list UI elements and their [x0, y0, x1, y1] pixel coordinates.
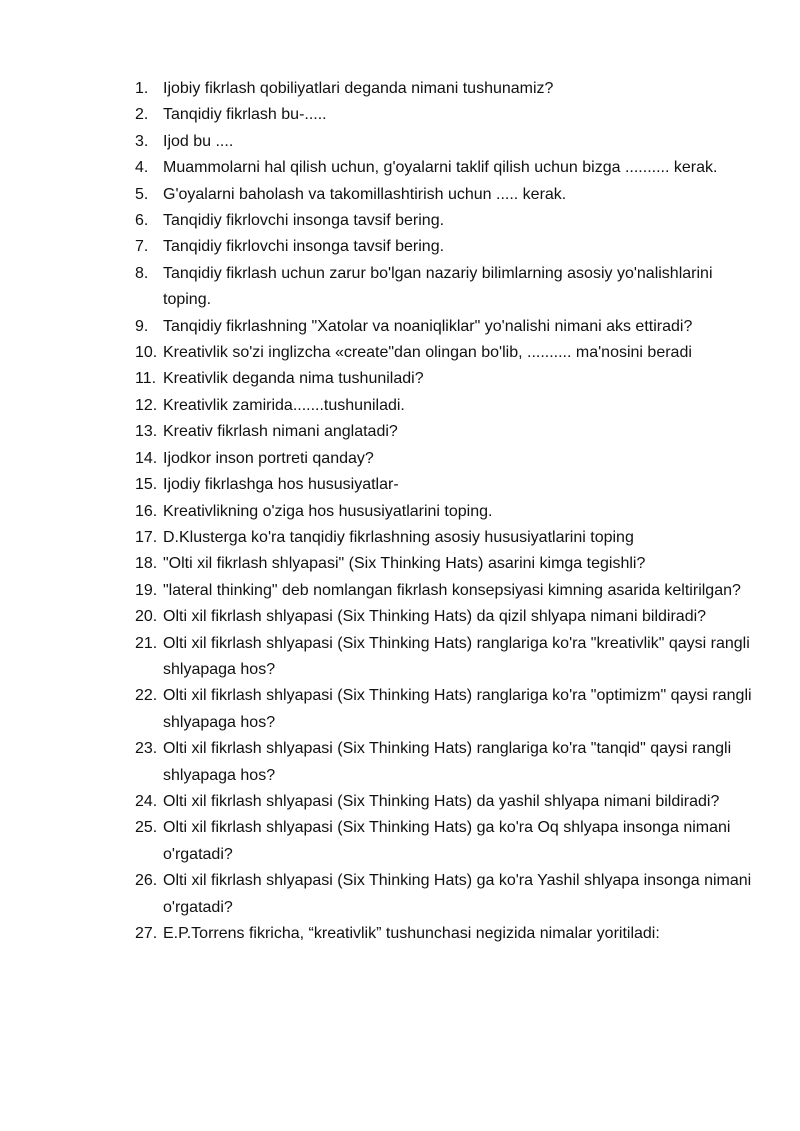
list-item [135, 182, 755, 208]
question-number: 4. [135, 159, 149, 177]
question-text: "Olti xil fikrlash shlyapasi" (Six Thinking Hats) asarini kimga tegishli? [163, 555, 646, 573]
question-text: Tanqidiy fikrlash uchun zarur bo'lgan nazariy bilimlarning asosiy yo'nalishlarini toping. [163, 264, 713, 309]
question-number: 17. [135, 528, 158, 546]
list-item [135, 234, 755, 260]
question-number: 5. [135, 185, 149, 203]
list-item [135, 604, 755, 630]
list-item [135, 340, 755, 366]
list-item [135, 155, 755, 181]
question-text: Ijobiy fikrlash qobiliyatlari deganda nimani tushunamiz? [163, 80, 554, 97]
question-number: 10. [135, 344, 158, 362]
list-item [135, 419, 755, 445]
question-text: Kreativlikning o'ziga hos hususiyatlarini toping. [163, 502, 493, 520]
question-text: Olti xil fikrlash shlyapasi (Six Thinking Hats) da yashil shlyapa nimani bildiradi? [163, 792, 720, 810]
question-number: 12. [135, 396, 158, 414]
question-text: Ijodkor inson portreti qanday? [163, 449, 374, 467]
question-number: 8. [135, 264, 149, 282]
question-number: 1. [135, 80, 149, 97]
question-text: D.Klusterga ko'ra tanqidiy fikrlashning asosiy hususiyatlarini toping [163, 528, 634, 546]
question-number: 25. [135, 819, 158, 837]
list-item [135, 102, 755, 128]
question-number: 23. [135, 740, 158, 758]
question-number: 14. [135, 449, 158, 467]
question-number: 6. [135, 212, 149, 230]
question-text: "lateral thinking" deb nomlangan fikrlash konsepsiyasi kimning asarida keltirilgan? [163, 581, 741, 599]
list-item [135, 446, 755, 472]
question-text: Olti xil fikrlash shlyapasi (Six Thinking Hats) ranglariga ko'ra "tanqid" qaysi rangli shlyapaga hos? [163, 740, 732, 784]
list-item [135, 261, 755, 314]
list-item [135, 789, 755, 815]
list-item [135, 393, 755, 419]
list-item [135, 208, 755, 234]
list-item [135, 551, 755, 577]
list-item [135, 472, 755, 498]
question-number: 9. [135, 317, 149, 335]
question-text: Olti xil fikrlash shlyapasi (Six Thinking Hats) da qizil shlyapa nimani bildiradi? [163, 608, 707, 626]
list-item [135, 525, 755, 551]
question-number: 22. [135, 687, 158, 705]
list-item [135, 76, 755, 102]
question-text: Olti xil fikrlash shlyapasi (Six Thinking Hats) ranglariga ko'ra "kreativlik" qaysi rangli shlyapaga hos? [163, 634, 750, 678]
list-item [135, 736, 755, 789]
question-text: Ijodiy fikrlashga hos hususiyatlar- [163, 476, 399, 494]
question-text: Tanqidiy fikrlashning "Xatolar va noaniqliklar" yo'nalishi nimani aks ettiradi? [163, 317, 693, 335]
list-item [135, 499, 755, 525]
list-item [135, 815, 755, 868]
list-item [135, 366, 755, 392]
question-number: 13. [135, 423, 158, 441]
question-number: 11. [135, 370, 157, 388]
list-item [135, 314, 755, 340]
list-item [135, 921, 755, 947]
question-text: Kreativlik so'zi inglizcha «create"dan olingan bo'lib, .......... ma'nosini beradi [163, 344, 692, 362]
question-number: 3. [135, 132, 149, 150]
question-number: 15. [135, 476, 158, 494]
question-text: Olti xil fikrlash shlyapasi (Six Thinking Hats) ga ko'ra Yashil shlyapa insonga nimani o'rgatadi? [163, 872, 752, 916]
question-number: 7. [135, 238, 149, 256]
question-list [135, 76, 755, 947]
question-number: 26. [135, 872, 158, 890]
list-item [135, 683, 755, 736]
question-number: 24. [135, 792, 158, 810]
question-text: Muammolarni hal qilish uchun, g'oyalarni taklif qilish uchun bizga .......... kerak. [163, 159, 718, 177]
question-text: Tanqidiy fikrlovchi insonga tavsif bering. [163, 212, 445, 230]
list-item [135, 129, 755, 155]
question-number: 20. [135, 608, 158, 626]
question-text: Tanqidiy fikrlovchi insonga tavsif bering. [163, 238, 445, 256]
list-item [135, 631, 755, 684]
question-text: G'oyalarni baholash va takomillashtirish uchun ..... kerak. [163, 185, 567, 203]
question-number: 21. [135, 634, 158, 652]
question-text: Olti xil fikrlash shlyapasi (Six Thinking Hats) ranglariga ko'ra "optimizm" qaysi rangli shlyapaga hos? [163, 687, 752, 731]
question-text: Kreativlik deganda nima tushuniladi? [163, 370, 424, 388]
question-number: 16. [135, 502, 158, 520]
question-text: Kreativlik zamirida.......tushuniladi. [163, 396, 405, 414]
question-number: 2. [135, 106, 149, 124]
question-text: Olti xil fikrlash shlyapasi (Six Thinking Hats) ga ko'ra Oq shlyapa insonga nimani o'rgatadi? [163, 819, 731, 863]
question-number: 18. [135, 555, 158, 573]
question-number: 27. [135, 925, 158, 942]
question-text: Ijod bu .... [163, 132, 234, 150]
question-text: Kreativ fikrlash nimani anglatadi? [163, 423, 398, 441]
question-text: Tanqidiy fikrlash bu-..... [163, 106, 327, 124]
list-item [135, 868, 755, 921]
question-text: E.P.Torrens fikricha, “kreativlik” tushunchasi negizida nimalar yoritiladi: [163, 925, 660, 942]
list-item [135, 578, 755, 604]
question-number: 19. [135, 581, 158, 599]
